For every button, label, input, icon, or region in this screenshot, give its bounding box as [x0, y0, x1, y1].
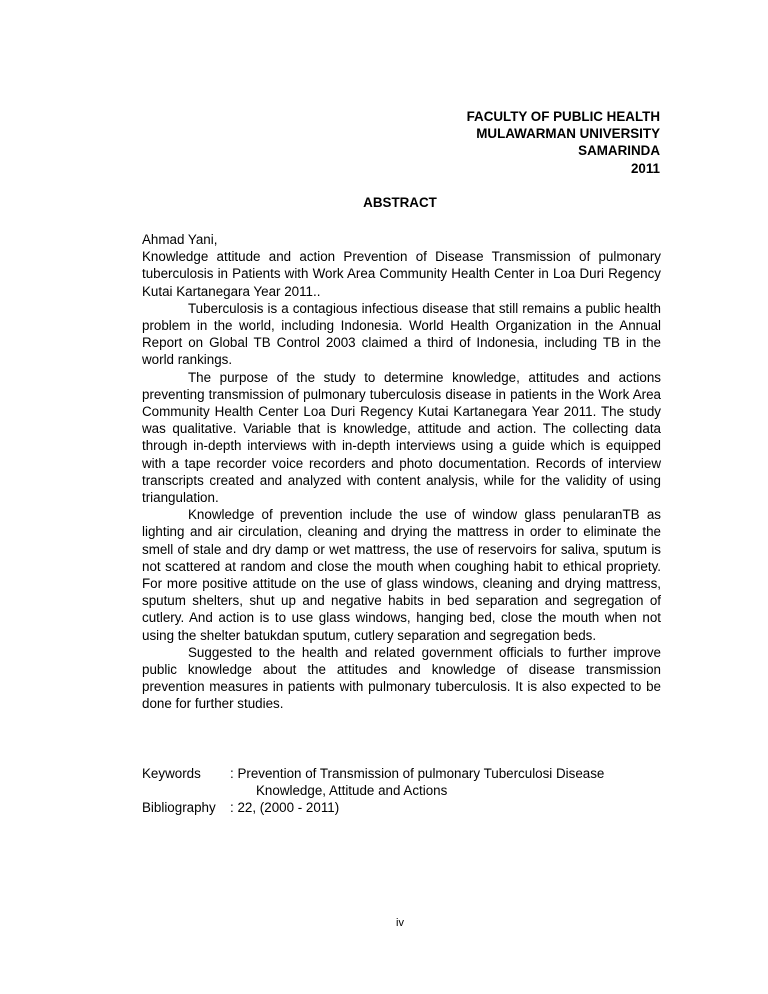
bibliography-row [142, 799, 682, 816]
thesis-title: Knowledge attitude and action Prevention of Disease Transmission of pulmonary tuberculosis in Patients with Work Area Community Health Center in Loa Duri Regency Kutai Kartanegara Year 2011.. [142, 249, 661, 299]
author-name: Ahmad Yani, [142, 232, 218, 247]
paragraph-suggestions: Suggested to the health and related government officials to further improve public knowledge about the attitudes and knowledge of disease transmission prevention measures in patients with pulmonary tuberculosis. It is also expected to be done for further studies. [142, 644, 661, 712]
header-year: 2011 [630, 160, 660, 176]
paragraph-background: Tuberculosis is a contagious infectious disease that still remains a public health problem in the world, including Indonesia. World Health Organization in the Annual Report on Global TB Control 2003 claimed a third of Indonesia, including TB in the world rankings. [142, 300, 661, 368]
page-number: iv [396, 917, 404, 929]
bibliography-separator: : [230, 800, 238, 816]
keywords-separator: : [230, 766, 238, 781]
paragraph-findings: Knowledge of prevention include the use of window glass penularanTB as lighting and air circulation, cleaning and drying the mattress in order to eliminate the smell of stale and dry damp or wet mattress, the use of reservoirs for saliva, sputum is not scattered at random and close the mouth when coughing habit to ethical propriety. For more positive attitude on the use of glass windows, cleaning and drying mattress, sputum shelters, shut up and negative habits in bed separation and segregation of cutlery. And action is to use glass windows, hanging bed, close the mouth when not using the shelter batukdan sputum, cutlery separation and segregation beds. [142, 507, 661, 643]
university-name: MULAWARMAN UNIVERSITY [476, 126, 660, 142]
document-header [467, 108, 660, 177]
abstract-heading: ABSTRACT [363, 195, 437, 210]
keywords-line-1: Prevention of Transmission of pulmonary Tuberculosi Disease [237, 766, 605, 781]
keywords-row [142, 765, 682, 782]
keywords-block [142, 765, 682, 817]
faculty-name: FACULTY OF PUBLIC HEALTH [466, 109, 660, 124]
city-name: SAMARINDA [578, 143, 660, 159]
bibliography-value: 22, (2000 - 2011) [237, 800, 340, 816]
keywords-label: Keywords [142, 766, 201, 781]
keywords-line-2: Knowledge, Attitude and Actions [256, 783, 448, 799]
paragraph-purpose: The purpose of the study to determine knowledge, attitudes and actions preventing transmission of pulmonary tuberculosis disease in patients in the Work Area Community Health Center Loa Duri Regency Kutai Kartanegara Year 2011. The study was qualitative. Variable that is knowledge, attitude and action. The collecting data through in-depth interviews with in-depth interviews using a guide which is equipped with a tape recorder voice recorders and photo documentation. Records of interview transcripts created and analyzed with content analysis, while for the validity of using triangulation. [142, 369, 661, 506]
bibliography-label: Bibliography [142, 800, 216, 816]
abstract-body [142, 231, 661, 713]
